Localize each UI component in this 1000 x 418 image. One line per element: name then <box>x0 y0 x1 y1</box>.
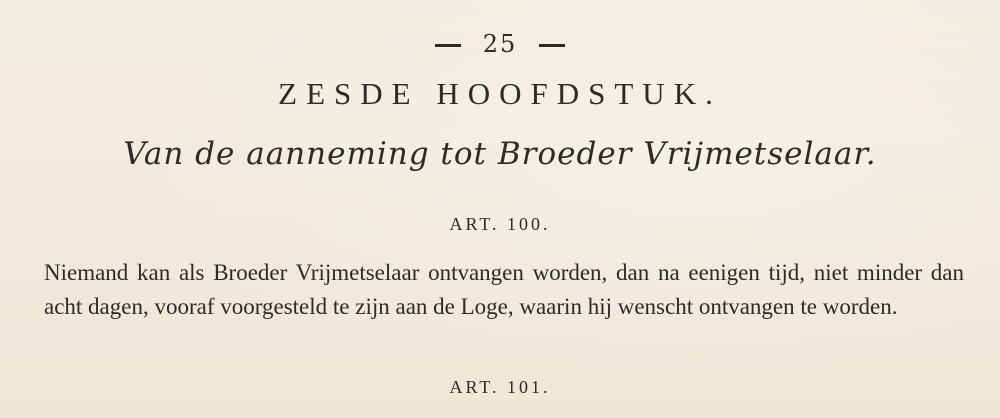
article-101-heading: ART. 101. <box>449 377 551 397</box>
article-100-heading: ART. 100. <box>449 214 551 234</box>
left-dash <box>435 44 461 47</box>
right-dash <box>539 44 565 47</box>
page-number: 25 <box>482 30 518 58</box>
page-number-row <box>0 30 1000 58</box>
article-100-text: Niemand kan als Broeder Vrijmetselaar ontvangen worden, dan na eenigen tijd, niet minder dan acht dagen, vooraf voorgesteld te zijn aan de Loge, waarin hij wenscht ontvangen te worden. <box>44 260 964 319</box>
chapter-title: ZESDE HOOFDSTUK. <box>278 76 722 111</box>
chapter-subtitle: Van de aanneming tot Broeder Vrijmetselaar. <box>123 136 877 172</box>
